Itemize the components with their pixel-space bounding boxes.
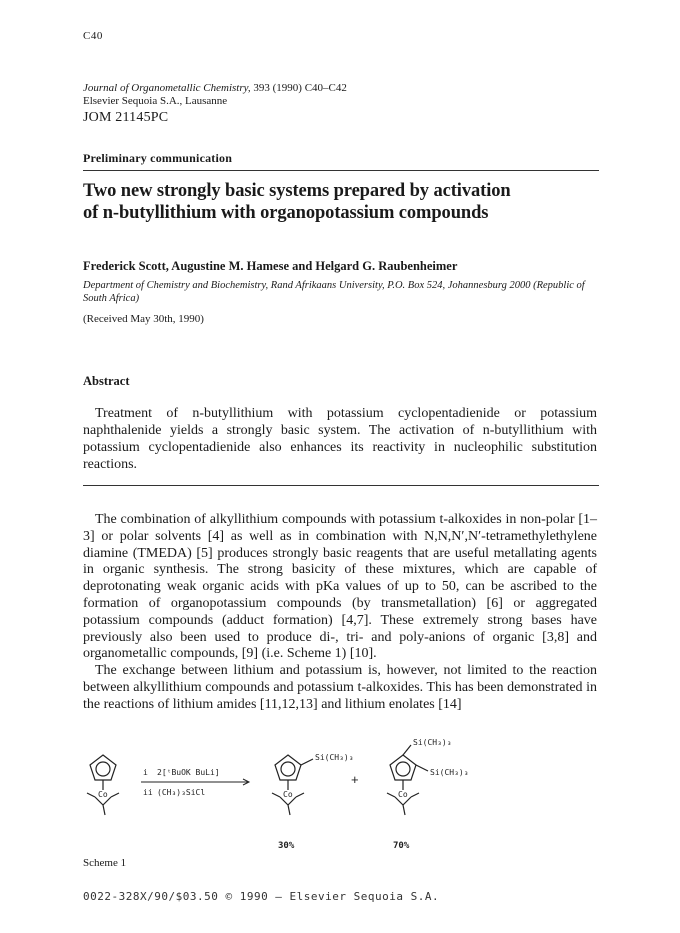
body-text <box>83 512 597 714</box>
journal-info <box>83 82 347 108</box>
section-label: Preliminary communication <box>83 151 233 165</box>
scheme-1-figure <box>83 735 603 860</box>
product-1-structure <box>272 755 313 815</box>
section-rule <box>83 170 599 171</box>
article-code: JOM 21145PC <box>83 110 169 125</box>
title-line-2: of n-butyllithium with organopotassium compounds <box>83 203 489 223</box>
step-ii-number: ii <box>143 788 153 797</box>
yield-2: 70% <box>393 841 410 851</box>
step-i-number: i <box>143 768 148 777</box>
metal-label-2: Co <box>283 790 293 799</box>
product-1-substituent: Si(CH₃)₃ <box>315 753 354 762</box>
plus-sign: + <box>351 772 359 787</box>
metal-label-3: Co <box>398 790 408 799</box>
article-title <box>83 180 603 224</box>
body-paragraph-2: The exchange between lithium and potassium is, however, not limited to the reaction between alkyllithium compounds and potassium t-alkoxides. This has been demonstrated in the reactions of lithium amides [11,12,13] and lithium enolates [14] <box>83 663 597 712</box>
product-2-substituent-top: Si(CH₃)₃ <box>413 738 452 747</box>
scheme-caption: Scheme 1 <box>83 857 127 869</box>
step-i-reagent: 2[ᵗBuOK BuLi] <box>157 768 220 777</box>
abstract-text: Treatment of n-butyllithium with potassium cyclopentadienide or potassium naphthalenide yields a strongly basic system. The activation of n-butyllithium with potassium cyclopentadienide also enhances its reactivity in nucleophilic substitution reactions. <box>83 406 597 472</box>
title-line-1: Two new strongly basic systems prepared by activation <box>83 181 511 201</box>
yield-1: 30% <box>278 841 295 851</box>
abstract-rule <box>83 485 599 486</box>
reactant-structure <box>87 755 119 815</box>
product-2-structure <box>387 745 428 815</box>
footer-copyright: 0022-328X/90/$03.50 © 1990 – Elsevier Sequoia S.A. <box>83 890 440 903</box>
abstract-heading: Abstract <box>83 374 130 388</box>
affiliation: Department of Chemistry and Biochemistry, Rand Afrikaans University, P.O. Box 524, Johannesburg 2000 (Republic of South Africa) <box>83 280 585 304</box>
body-paragraph-1: The combination of alkyllithium compounds with potassium t-alkoxides in non-polar [1–3] or polar solvents [4] as well as in combination with N,N,N′,N′-tetramethylethylene diamine (TMEDA) [5] produces strongly basic reagents that are useful metallating agents in organic synthesis. The strong basicity of these mixtures, which are capable of deprotonating weak organic acids with pKa values of up to 50, can be ascribed to the formation of organopotassium compounds (by transmetallation) [6] or aggregated potassium compounds (adduct formation) [4,7]. These extremely strong bases have previously also been used to produce di-, tri- and poly-anions of organic [3,8] and organometallic compounds, [9] (i.e. Scheme 1) [10]. <box>83 512 597 662</box>
page-number: C40 <box>83 30 103 42</box>
step-ii-reagent: (CH₃)₃SiCl <box>157 788 206 797</box>
journal-name: Journal of Organometallic Chemistry, <box>83 82 251 94</box>
publisher: Elsevier Sequoia S.A., Lausanne <box>83 95 228 107</box>
metal-label-1: Co <box>98 790 108 799</box>
received-date: (Received May 30th, 1990) <box>83 313 204 325</box>
authors: Frederick Scott, Augustine M. Hamese and Helgard G. Raubenheimer <box>83 259 458 273</box>
product-2-substituent-side: Si(CH₃)₃ <box>430 768 469 777</box>
journal-citation: 393 (1990) C40–C42 <box>250 82 347 94</box>
